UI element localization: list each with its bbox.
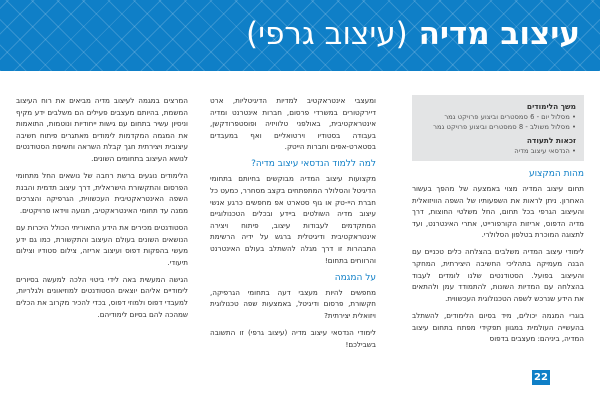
diploma-item: • הנדסאי עיצוב מדיה [514,147,576,155]
paragraph: ומעצבי אינטראקטיב למדיות הדיגיטליות, ארט דיירקטורים במשרדי פרסום, חברות אינטרנט ומדיה אינטראקטיבית, באולפני טלוויזיה ופוסטפרודקשן, בעבודה בסטודיו וירטואליים ואף במעבדים בסטארט-אפים וחברות הייטק. [210,96,376,152]
paragraph: תחום עיצוב המדיה מצוי באמצעה של מהפך בעשור האחרון. ניתן לראות את השפעותיו של השפה הוויזואלית והעיצוב הגרפי בכל תחום, החל משלטי החוצות, דרך מדיה הדפוס, אריזות הקורפורייט, אתרי האינטרנט, ועד לתצוגה המוכרת בטלפון הסלולרי. [412,184,584,240]
paragraph: הגישה המעשית באה לידי ביטוי הלכה למעשה בסיורים לימודיים אליהם יוצאים הסטודנטים למוזיאונים ולגלריות, למעבדי דפוס ולמוזי דפוס, בכדי להכיר מקרוב את הכלים שמהכה להם בסיום לימודיהם. [16,274,188,319]
paragraph: בוגרי המגמה יכולים, מיד בסיום הלימודים, להשתלב בהעשייה העולמית במגוון תפקידי מפתח בתחום עיצוב המדיה, ביניהם: מעצבים בדפוס [412,310,584,344]
paragraph: הלימודים נוגעים ברשת רחבה של נושאים החל מתחומי הפרסום והתקשורת הישראלית, דרך עיצוב תדמית והבנת השפה האינטראקטיבית העכשווית, הגרפיקה והצרכים ממנה עד תחומי האינטראקטיב, תנועה ווידאו פרויקטים. [16,171,188,215]
header-banner [0,0,600,71]
page-number: 22 [532,370,550,385]
section-heading-about: על המגמה [334,272,376,283]
diploma-label: זכאות לתעודה [526,136,576,145]
column-middle [210,95,376,356]
paragraph: מקצועות עיצוב המדיה מבוקשים בחיותם בתחומי הדיגיטל והסלולר המתפתחים בקצב מסחרר, כמעט כל חברת היי-טק או גוף סטארט אפ מחפשים כרגע אנשי עיצוב מדיה השולטים ביידע ובכלים הטכנולוגיים המתקדמים לעבודות עיצוב, פיתוח ויצירה אינטראקטיבית ודיגיטלית ברגש על ידיה הרשימת התבהרות זו דרך מגלה להשתלב בעולם האינטרנט והרווחים בתחום! [210,174,376,265]
duration-item: • מסלול משולב - 8 סמסטרים וביצוע פרויקט גמר [433,123,576,131]
column-right [412,95,584,350]
section-heading-why: למה ללמוד הנדסאי עיצוב מדיה? [251,159,376,170]
page-title [246,15,580,53]
paragraph: מחפשים להיות מעצבי דעה בתחומי הגרפיקה, חקשורת, פרסום ודיגיטל, באמצעות שפה טכנולוגית ויזואלית יצירתית? [210,287,376,320]
duration-item: • מסלול יום - 6 סמסטרים וביצוע פרויקט גמר [444,113,576,121]
paragraph: המרצים במגמה לעיצוב מדיה מביאים את רוח העיצוב המשמת, בהיותם מעצבים פעילים הם משלבים ידע מקיף וניסיון עשיר בתחום עם גישות ייחודיות ונוטמות, התואמות את המגמה המקדמות לימודים מאתגרים פיתוח חשיבה עיצובית ויצירתית חגך קבלת השראה וחשיפת הסטודנטים לנושא העיצוב בתחומים השונים. [16,96,188,163]
paragraph: לימודי הנדסאי עיצוב מדיה (עיצוב גרפי) זו התשובה בשבילכם! [210,328,376,349]
page-title-main: עיצוב מדיה [418,16,580,52]
duration-label: משך הלימודים [526,102,576,111]
page-title-sub: (עיצוב גרפי) [246,16,408,52]
info-box [412,95,584,161]
paragraph: לימודי עיצוב המדיה משלבים בהצלחה כלים טכניים עם הבנה מעמיקה בתהליכי החשיבה היצירתית, המחקר והעיצוב בפועל. הסטודנטים שלנו לומדים לעבוד בהצלחה עם המדיות השונות, להתמודד עמן ולהתאים את הידע שנרכש לשפה הטכנולוגית העכשווית. [412,247,584,303]
section-heading-profession: מהות המקצוע [528,169,584,179]
paragraph: הסטודנטים מכירים את הידע התאוריתי הכולל היכרות עם הנושאים השונים בעולם העיצוב והתקשורת, כמו גם ידע מעשי בהפקות דפוס ועיצוב אריזה, צילום סטודיו וצילום תיעודי. [16,222,188,267]
column-left [16,95,188,326]
